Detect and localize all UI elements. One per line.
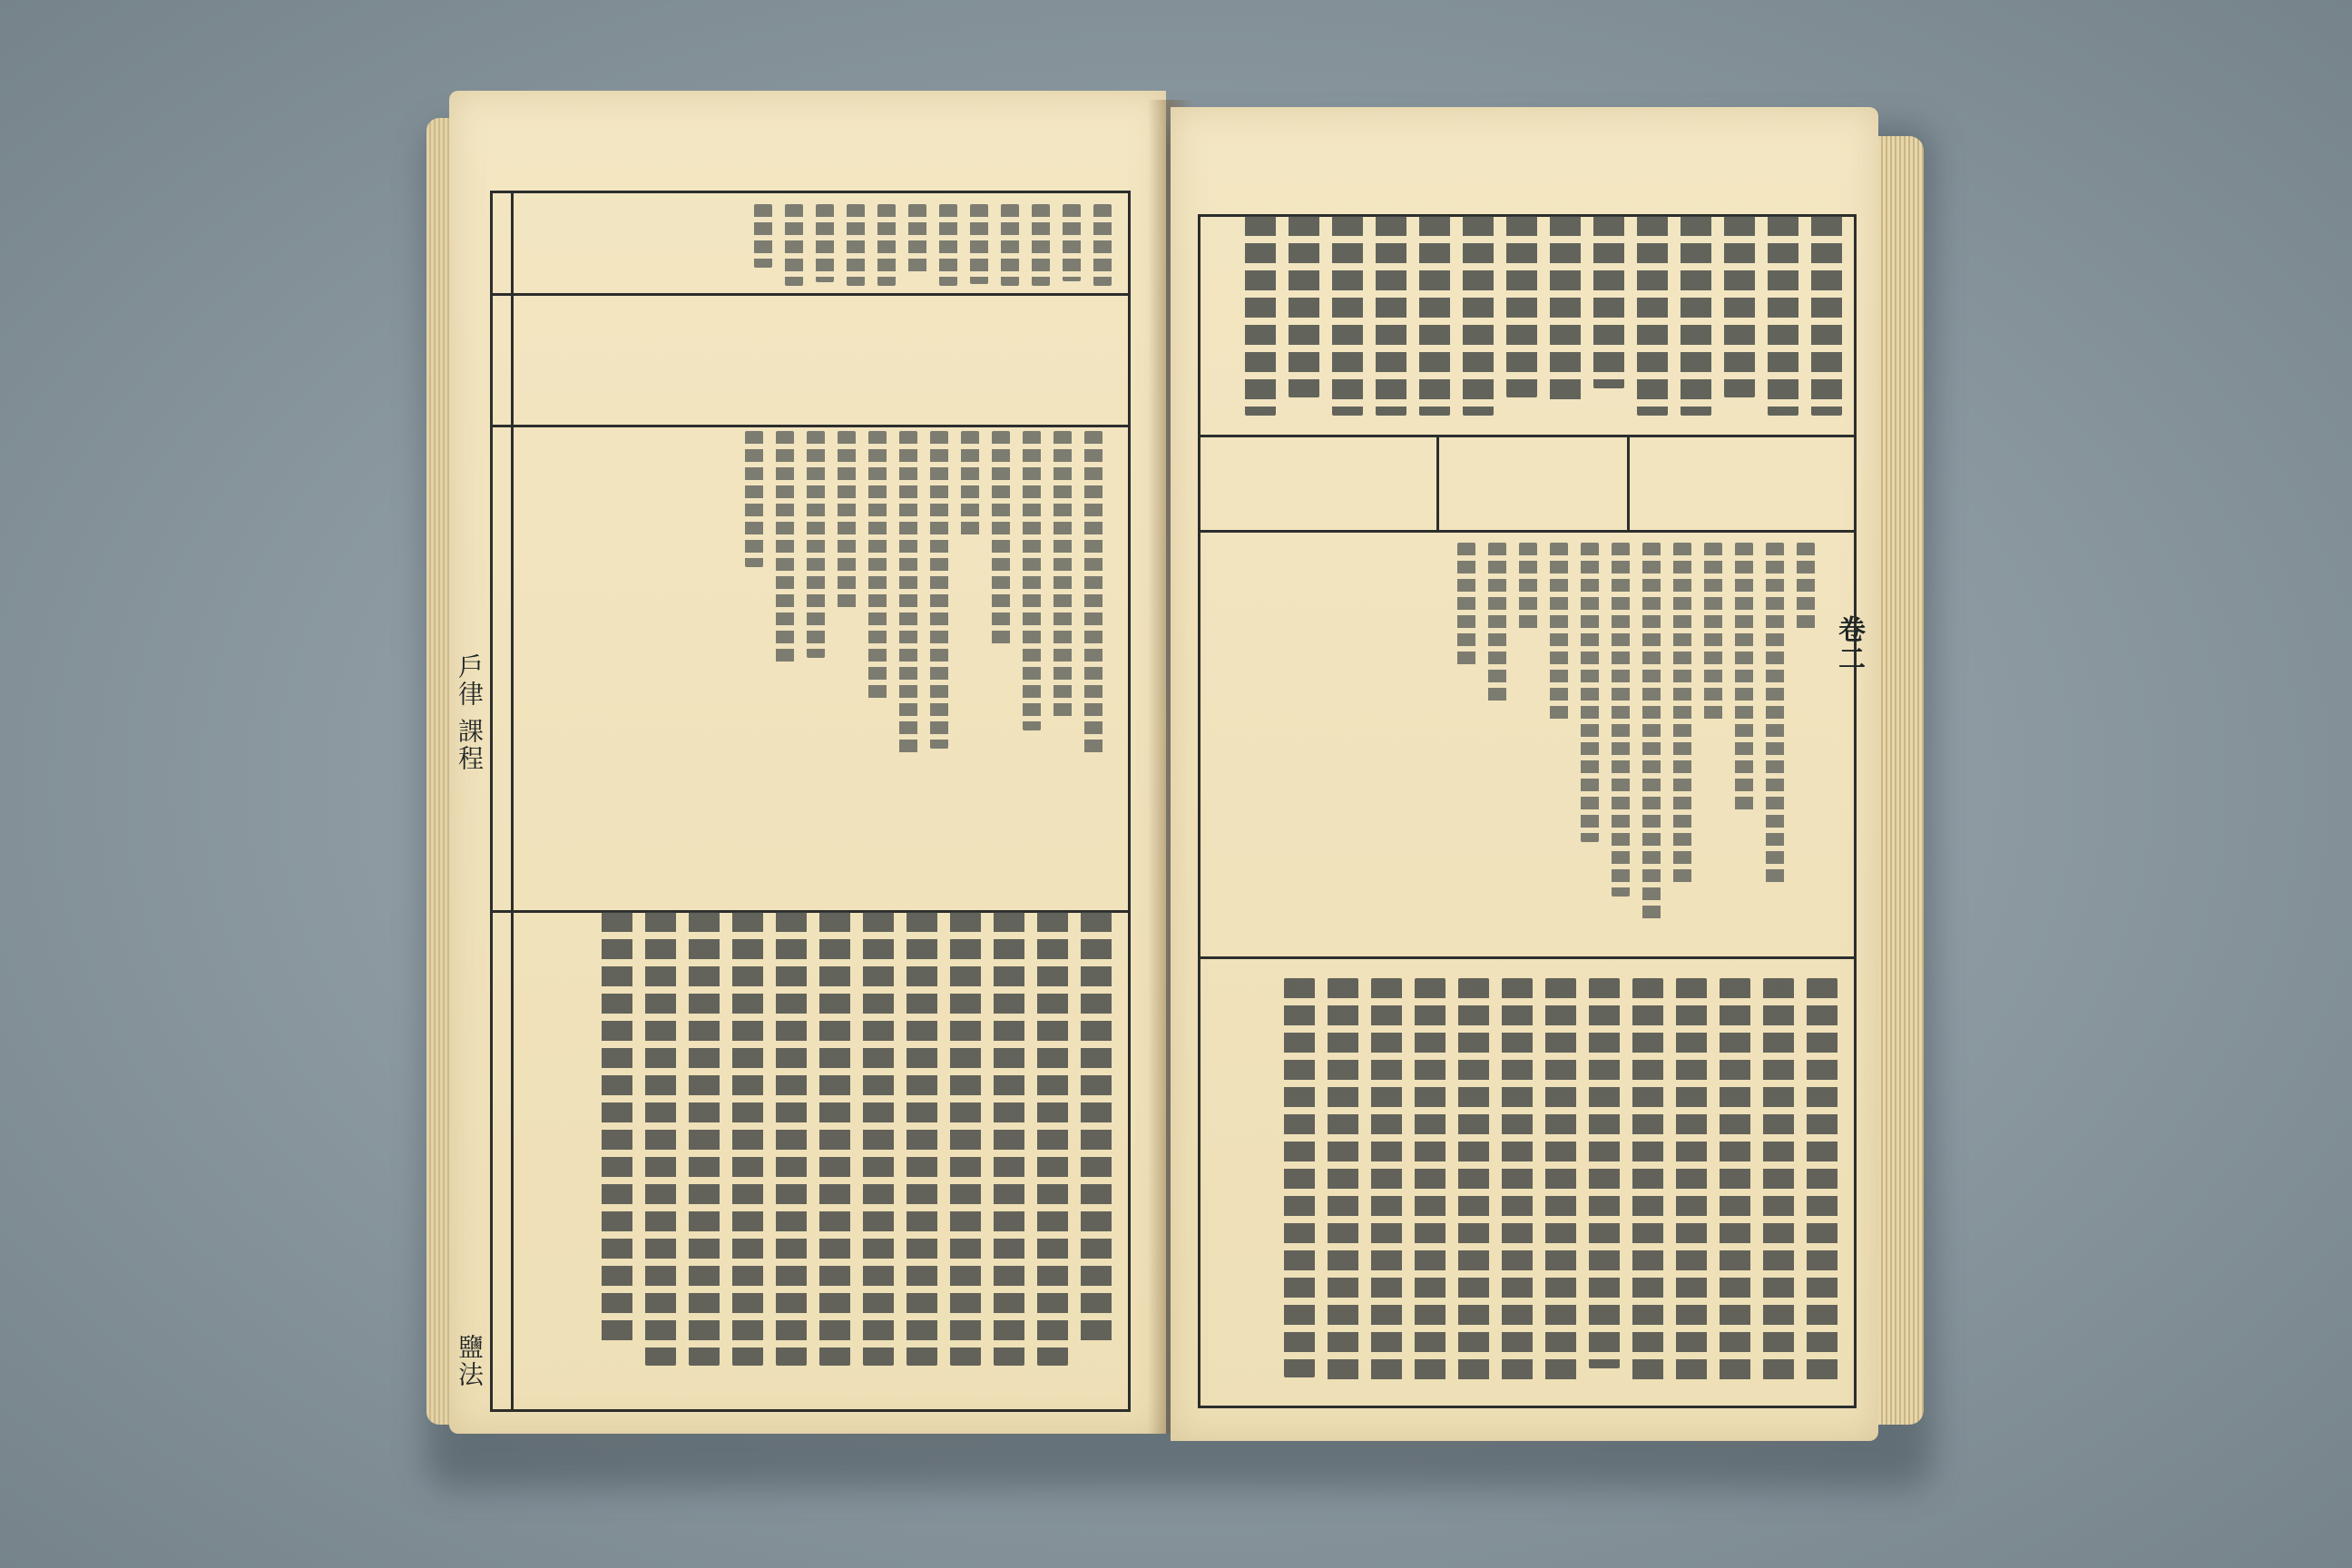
- left-footer-label: 鹽法: [455, 1334, 485, 1388]
- right-rule-1: [1200, 435, 1854, 437]
- right-bottom-text-block: [1211, 978, 1838, 1405]
- right-divider-2: [1627, 435, 1630, 530]
- right-rule-2: [1200, 530, 1854, 533]
- left-bottom-text-block: [522, 912, 1112, 1384]
- right-middle-text-block: [1234, 543, 1815, 942]
- right-rule-3: [1200, 956, 1854, 959]
- left-rule-2: [493, 425, 1128, 427]
- right-margin-label: 卷二: [1833, 615, 1865, 673]
- left-inner-border: [511, 193, 514, 1409]
- left-middle-text-block: [558, 431, 1102, 794]
- right-top-text-block: [1207, 216, 1842, 425]
- right-page: [1171, 107, 1878, 1441]
- left-rule-1: [493, 293, 1128, 296]
- left-margin-label: 戶律 課程: [455, 653, 485, 772]
- left-page: [449, 91, 1166, 1434]
- left-top-text-block: [531, 204, 1112, 286]
- right-divider-1: [1436, 435, 1439, 530]
